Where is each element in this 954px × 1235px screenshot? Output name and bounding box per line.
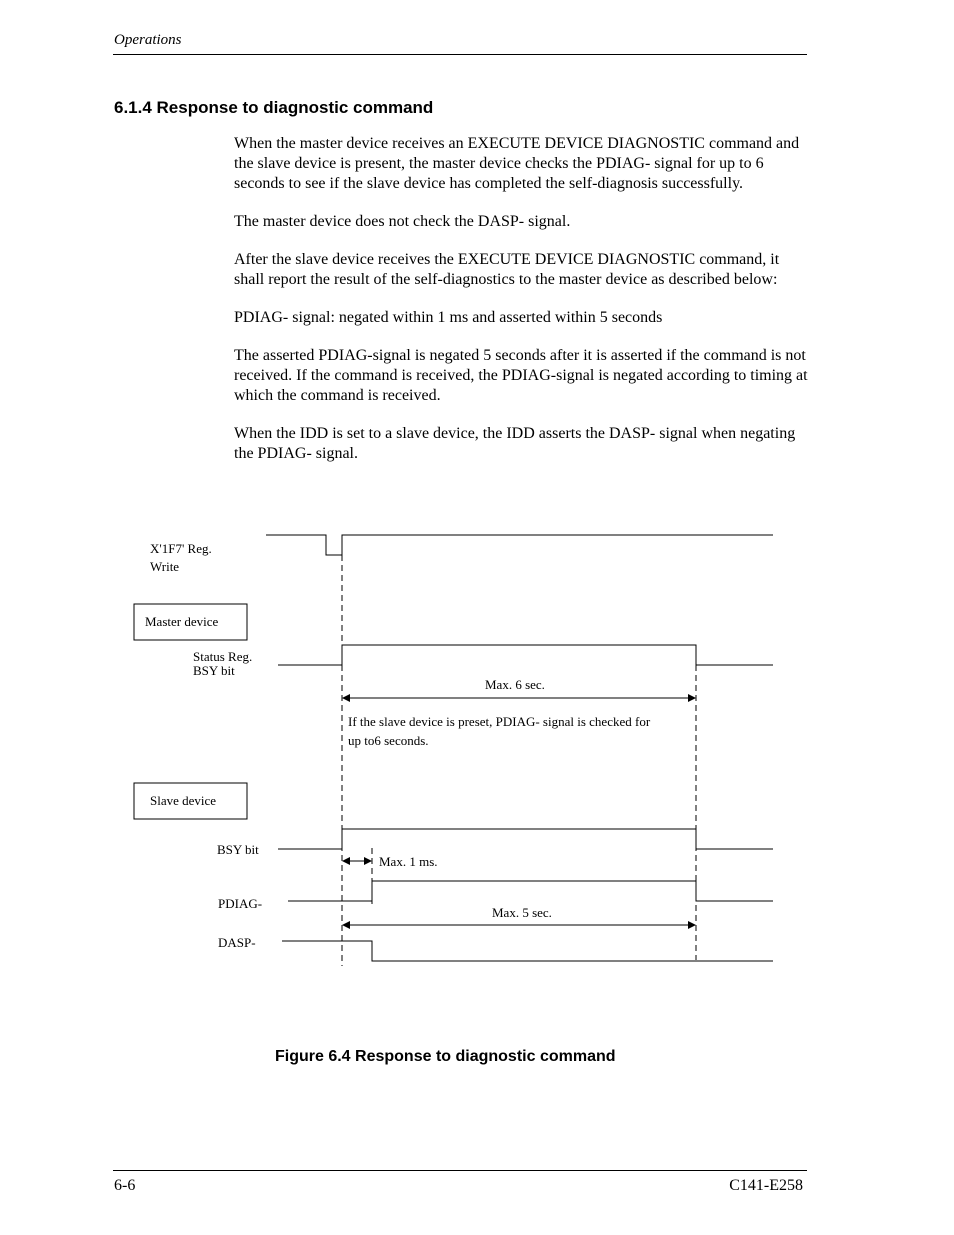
paragraph-4: PDIAG- signal: negated within 1 ms and asserted within 5 seconds [234,309,663,326]
dasp-waveform [282,941,773,961]
paragraph-5: The asserted PDIAG-signal is negated 5 seconds after it is asserted if the command is not received. If the command is received, the PDIAG-signal is negated according to timing at which the command is received. [234,347,808,404]
slave-bsy-waveform [278,829,773,849]
max-5-sec-label: Max. 5 sec. [492,905,552,920]
master-device-label: Master device [145,614,219,629]
note-line-2: up to6 seconds. [348,733,429,748]
max-6-sec-label: Max. 6 sec. [485,677,545,692]
dasp-label: DASP- [218,935,256,950]
reg-write-waveform [266,535,773,555]
footer-rule [113,1170,807,1171]
reg-write-label-1: X'1F7' Reg. [150,541,212,556]
status-reg-label-2: BSY bit [193,663,235,678]
note-line-1: If the slave device is preset, PDIAG- signal is checked for [348,714,651,729]
slave-bsy-label: BSY bit [217,842,259,857]
master-bsy-waveform [278,645,773,665]
document-code: C141-E258 [729,1177,803,1194]
paragraph-3: After the slave device receives the EXECUTE DEVICE DIAGNOSTIC command, it shall report the result of the self-diagnostics to the master device as described below: [234,251,780,288]
paragraph-1: When the master device receives an EXECUTE DEVICE DIAGNOSTIC command and the slave device is present, the master device checks the PDIAG- signal for up to 6 seconds to see if the slave device has completed the self-diagnosis successfully. [234,135,800,192]
slave-device-label: Slave device [150,793,217,808]
figure-caption: Figure 6.4 Response to diagnostic command [275,1048,616,1065]
pdiag-waveform [288,881,773,901]
running-header: Operations [114,32,182,48]
paragraph-2: The master device does not check the DASP- signal. [234,213,571,230]
paragraph-6: When the IDD is set to a slave device, the IDD asserts the DASP- signal when negating the PDIAG- signal. [234,425,796,462]
reg-write-label-2: Write [150,559,180,574]
status-reg-label-1: Status Reg. [193,649,253,664]
section-heading: 6.1.4 Response to diagnostic command [114,98,434,117]
pdiag-label: PDIAG- [218,896,263,911]
page-number: 6-6 [114,1177,136,1194]
max-1-ms-label: Max. 1 ms. [379,854,438,869]
